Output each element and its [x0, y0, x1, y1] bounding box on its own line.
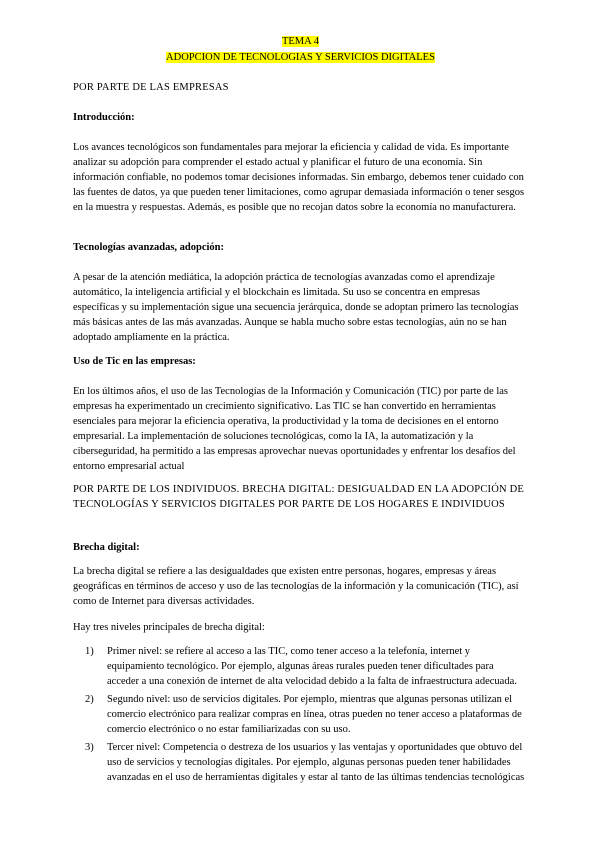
- list-item: [73, 692, 528, 737]
- list-item-text: Tercer nivel: Competencia o destreza de los usuarios y las ventajas y oportunidades que obtuvo del uso de servicios y tecnologías digitales. Por ejemplo, algunas personas pueden tener habilidades avanzadas en el uso de herramientas digitales y estar al tanto de las últimas tendencias tecnológicas: [107, 742, 525, 783]
- part1-heading: POR PARTE DE LAS EMPRESAS: [73, 82, 229, 93]
- list-item-number: 1): [85, 646, 94, 657]
- list-item: [73, 644, 528, 689]
- intro-paragraph: Los avances tecnológicos son fundamentales para mejorar la eficiencia y calidad de vida. Es importante analizar su adopción para comprender el estado actual y planificar el futuro de una economía. Sin información confiable, no podemos tomar decisiones informadas. Sin embargo, debemos tener cuidado con las fuentes de datos, ya que pueden tener limitaciones, como agrupar demasiada información o tener sesgos en la muestra y respuestas. Además, es posible que no recojan datos sobre la economía no manufacturera.: [73, 142, 525, 213]
- levels-list: [73, 644, 528, 785]
- list-item-text: Segundo nivel: uso de servicios digitales. Por ejemplo, mientras que algunas personas utilizan el comercio electrónico para realizar compras en línea, otras pueden no tener acceso a plataformas de comercio electrónico o no estar familiarizadas con su uso.: [107, 694, 522, 735]
- brecha-paragraph: La brecha digital se refiere a las desigualdades que existen entre personas, hogares, empresas y áreas geográficas en términos de acceso y uso de las tecnologías de la información y la comunicación (TIC), así como de Internet para diversas actividades.: [73, 566, 519, 607]
- part2-heading: POR PARTE DE LOS INDIVIDUOS. BRECHA DIGITAL: DESIGUALDAD EN LA ADOPCIÓN DE TECNOLOGÍAS Y SERVICIOS DIGITALES POR PARTE DE LOS HOGARES E INDIVIDUOS: [73, 484, 525, 510]
- document-title: ADOPCION DE TECNOLOGIAS Y SERVICIOS DIGITALES: [166, 52, 435, 63]
- tema-label: TEMA 4: [281, 36, 320, 47]
- tic-paragraph: En los últimos años, el uso de las Tecnologías de la Información y Comunicación (TIC) por parte de las empresas ha experimentado un crecimiento significativo. Las TIC se han convertido en herramientas esenciales para mejorar la eficiencia operativa, la productividad y la toma de decisiones en el entorno empresarial. La implementación de soluciones tecnológicas, como la IA, la automatización y la ciberseguridad, ha permitido a las empresas aprovechar nuevas oportunidades y enfrentar los desafíos del entorno empresarial actual: [73, 386, 516, 472]
- list-item: [73, 740, 528, 785]
- intro-heading: Introducción:: [73, 112, 135, 123]
- list-item-number: 2): [85, 694, 94, 705]
- brecha-heading: Brecha digital:: [73, 542, 140, 553]
- tic-heading: Uso de Tic en las empresas:: [73, 356, 196, 367]
- list-item-number: 3): [85, 742, 94, 753]
- list-item-text: Primer nivel: se refiere al acceso a las TIC, como tener acceso a la telefonía, internet y equipamiento tecnológico. Por ejemplo, algunas áreas rurales pueden tener dificultades para acceder a una conexión de internet de alta velocidad debido a la falta de infraestructura adecuada.: [107, 646, 517, 687]
- tec-heading: Tecnologías avanzadas, adopción:: [73, 242, 225, 253]
- tec-paragraph: A pesar de la atención mediática, la adopción práctica de tecnologías avanzadas como el aprendizaje automático, la inteligencia artificial y el blockchain es limitada. Su uso se concentra en empresas específicas y su implementación sigue una secuencia jerárquica, donde se adoptan primero las tecnologías más básicas antes de las más avanzadas. Aunque se habla mucho sobre estas tecnologías, aún no se han adoptado ampliamente en la práctica.: [73, 272, 519, 343]
- levels-intro: Hay tres niveles principales de brecha digital:: [73, 622, 265, 633]
